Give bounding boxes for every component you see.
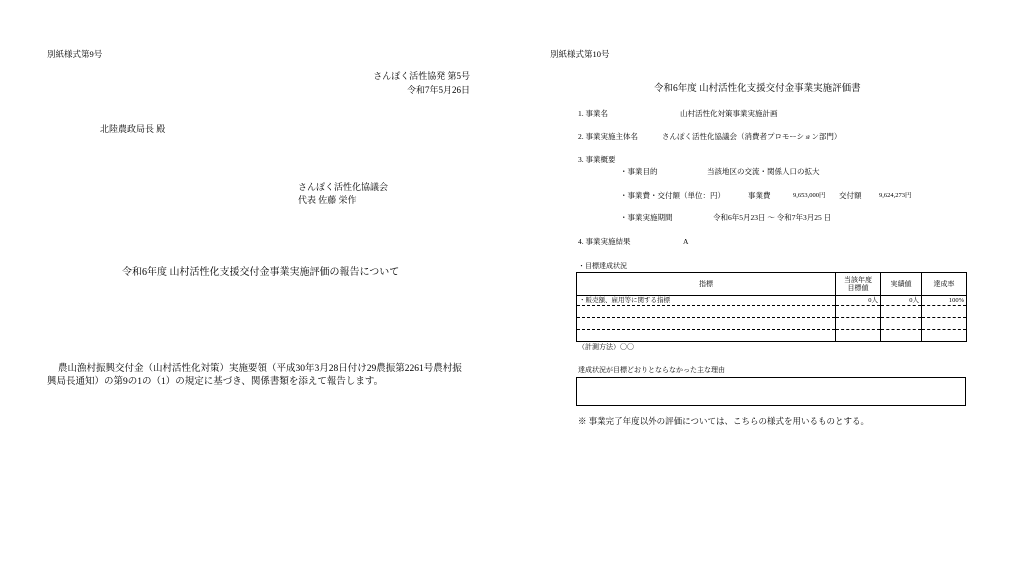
form-label: 別紙様式第9号 [47, 49, 103, 59]
document-title: 令和6年度 山村活性化支援交付金事業実施評価書 [654, 84, 861, 94]
header-indicator: 指標 [577, 273, 836, 296]
result-value: A [683, 237, 689, 246]
empty-cell [577, 318, 836, 330]
overview-label: 3. 事業概要 [578, 155, 616, 164]
sender-representative: 代表 佐藤 栄作 [298, 195, 357, 205]
table-row-empty [577, 306, 967, 318]
header-target [836, 273, 881, 296]
implementing-body-label: 2. 事業実施主体名 [578, 132, 638, 141]
empty-cell [836, 330, 881, 342]
table-row-empty [577, 318, 967, 330]
form-label: 別紙様式第10号 [550, 49, 610, 59]
purpose-value: 当該地区の交流・関係人口の拡大 [707, 167, 820, 176]
project-name-value: 山村活性化対策事業実施計画 [680, 109, 778, 118]
empty-cell [577, 306, 836, 318]
table-header-row [577, 273, 967, 296]
empty-cell [836, 318, 881, 330]
reason-box [576, 377, 966, 406]
sender-organization: さんぽく活性化協議会 [298, 182, 389, 192]
period-label: ・事業実施期間 [620, 213, 673, 222]
empty-cell [577, 330, 836, 342]
purpose-label: ・事業目的 [620, 167, 658, 176]
empty-cell [881, 318, 922, 330]
target-cell: 0人 [836, 296, 881, 306]
table-row-empty [577, 330, 967, 342]
header-actual: 実績値 [881, 273, 922, 296]
result-label: 4. 事業実施結果 [578, 237, 631, 246]
empty-cell [881, 306, 922, 318]
header-target-line: 当該年度 [844, 275, 872, 284]
subject-title: 令和6年度 山村活性化支援交付金事業実施評価の報告について [122, 267, 400, 278]
empty-cell [881, 330, 922, 342]
empty-cell [922, 330, 967, 342]
indicator-cell: ・販売額、雇用等に関する指標 [577, 296, 836, 306]
empty-cell [922, 318, 967, 330]
document-date: 令和7年5月26日 [406, 85, 470, 95]
cost-label: 事業費 [748, 191, 771, 200]
grant-value: 9,624,273円 [879, 192, 912, 199]
document-number: さんぽく活性協発 第5号 [373, 71, 470, 81]
footnote: ※ 事業完了年度以外の評価については、こちらの様式を用いるものとする。 [578, 416, 869, 426]
reason-label: 達成状況が目標どおりとならなかった主な理由 [578, 366, 725, 374]
empty-cell [922, 306, 967, 318]
costs-label: ・事業費・交付額（単位：円） [620, 191, 725, 200]
header-rate: 達成率 [922, 273, 967, 296]
cost-value: 9,653,000円 [793, 192, 826, 199]
achievement-label: ・目標達成状況 [578, 262, 627, 270]
addressee: 北陸農政局長 殿 [100, 124, 166, 134]
body-line: 興局長通知）の第9の1の（1）の規定に基づき、関係書類を添えて報告します。 [47, 377, 384, 387]
body-line: 農山漁村振興交付金（山村活性化対策）実施要領（平成30年3月28日付け29農振第2261号農村振 [58, 364, 462, 374]
rate-cell: 100% [922, 296, 967, 306]
measurement-method: （計測方法）〇〇 [578, 343, 634, 351]
project-name-label: 1. 事業名 [578, 109, 608, 118]
header-target-line: 目標値 [847, 284, 869, 292]
achievement-table [576, 272, 967, 342]
period-value: 令和6年5月23日 〜 令和7年3月25 日 [713, 213, 832, 222]
grant-label: 交付額 [839, 191, 862, 200]
actual-cell: 0人 [881, 296, 922, 306]
table-row [577, 296, 967, 306]
implementing-body-value: さんぽく活性化協議会（消費者プロモーション部門） [662, 132, 842, 141]
empty-cell [836, 306, 881, 318]
